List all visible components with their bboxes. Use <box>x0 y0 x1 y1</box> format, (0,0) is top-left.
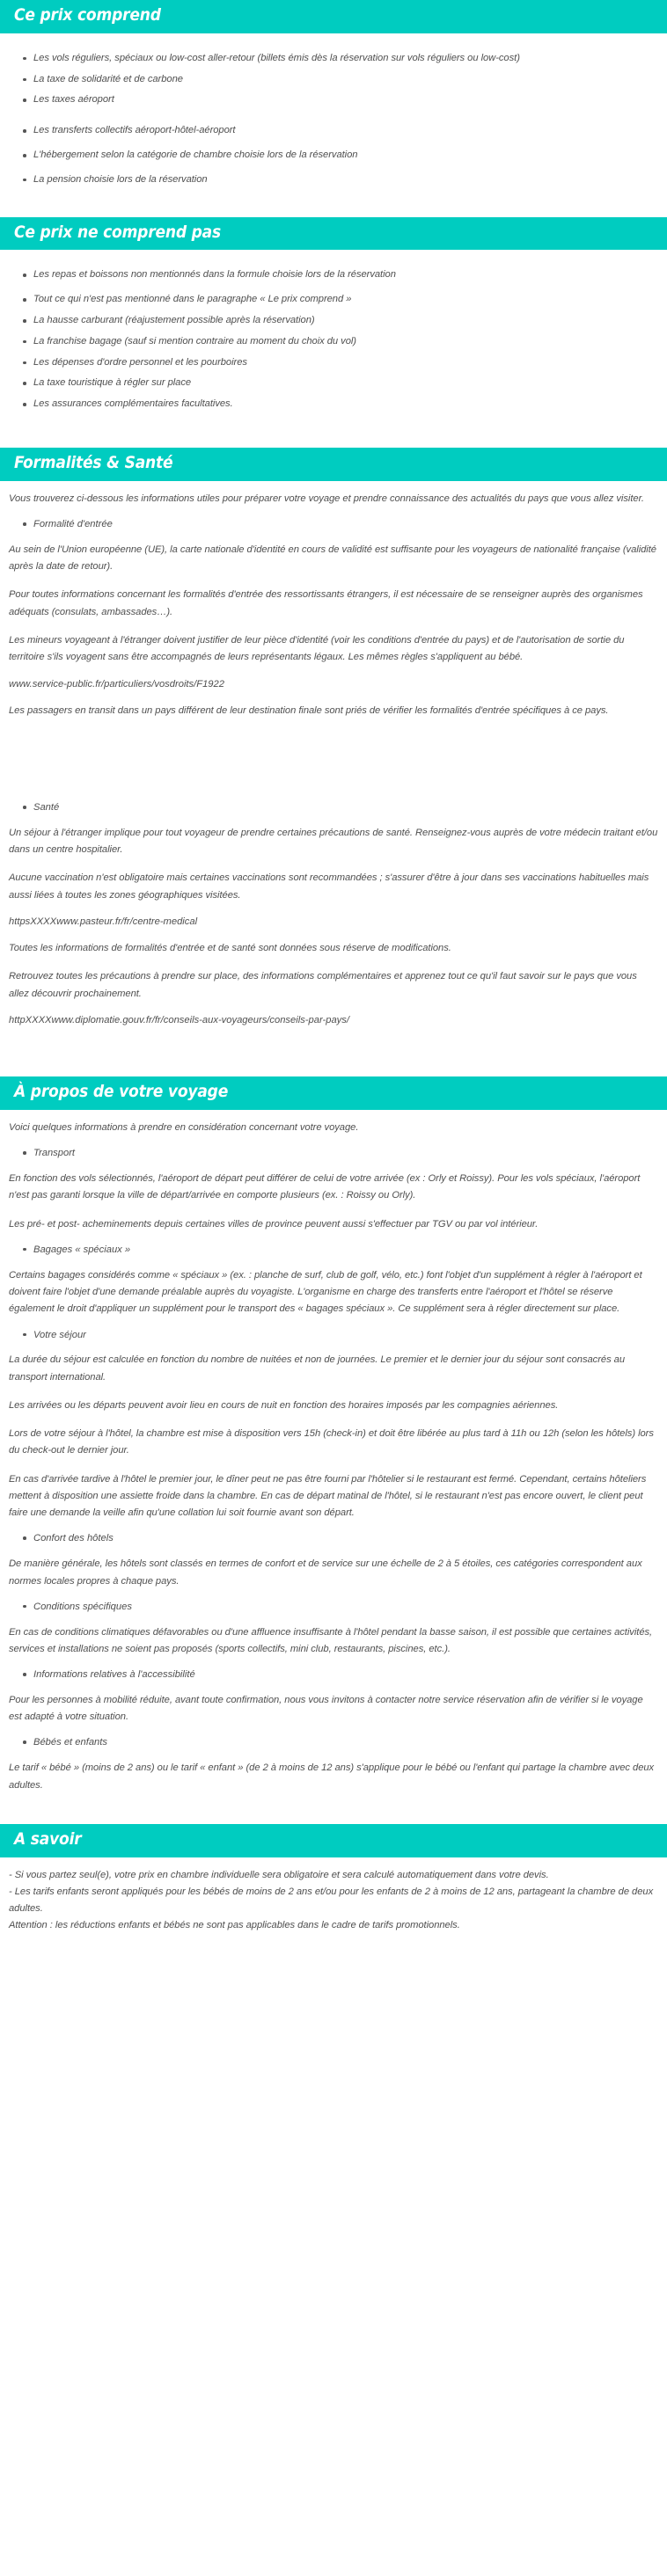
paragraph: En cas de conditions climatiques défavorables ou d'une affluence insuffisante à l'hôtel pendant la basse saison, il est possible que certaines activités, services et installations ne soient pas proposés (sports collectifs, mini club, restaurants, piscines, etc.). <box>9 1626 653 1654</box>
section-intro: Vous trouverez ci-dessous les informations utiles pour préparer votre voyage et prendre connaissance des actualités du pays que vous allez visiter. <box>9 493 644 504</box>
subsection-bullet-sante: Santé <box>9 800 658 815</box>
list-item: Les vols réguliers, spéciaux ou low-cost aller-retour (billets émis dès la réservation sur vols réguliers ou low-cost) <box>9 51 658 66</box>
note-line: - Les tarifs enfants seront appliqués pour les bébés de moins de 2 ans et/ou pour les enfants de 2 à moins de 12 ans, partageant la chambre de deux adultes. <box>9 1886 654 1915</box>
included-list-board <box>9 172 658 187</box>
list-item: Les assurances complémentaires facultatives. <box>9 397 658 412</box>
paragraph: En fonction des vols sélectionnés, l'aéroport de départ peut différer de celui de votre arrivée (ex : Orly et Roissy). Pour les vols spéciaux, l'aéroport n'est pas garanti lorsque la ville de départ/arrivée en comporte plusieurs (ex. : Roissy ou Orly). <box>9 1173 641 1201</box>
list-item: Les taxes aéroport <box>9 92 658 107</box>
section-header-a-savoir <box>0 1824 667 1857</box>
included-list <box>9 51 658 107</box>
paragraph: Les mineurs voyageant à l'étranger doivent justifier de leur pièce d'identité (voir les conditions d'entrée du pays) et de l'autorisation de sortie du territoire s'ils voyagent sans être accompagnés de leurs représentants légaux. Les mêmes règles s'appliquent au bébé. <box>9 635 625 663</box>
section-body-formalites-sante <box>0 481 667 1076</box>
paragraph: De manière générale, les hôtels sont classés en termes de confort et de service sur une échelle de 2 à 5 étoiles, ces catégories correspondent aux normes locales propres à chaque pays. <box>9 1558 642 1587</box>
paragraph: Retrouvez toutes les précautions à prendre sur place, des informations complémentaires et apprenez tout ce qu'il faut savoir sur le pays que vous allez découvrir prochainement. <box>9 971 637 999</box>
included-list-accommodation <box>9 148 658 163</box>
section-title: Ce prix ne comprend pas <box>14 222 221 242</box>
list-item: La pension choisie lors de la réservation <box>9 172 658 187</box>
paragraph: Les arrivées ou les départs peuvent avoir lieu en cours de nuit en fonction des horaires imposés par les compagnies aériennes. <box>9 1399 559 1411</box>
subsection-bullet-votre-sejour: Votre séjour <box>9 1328 658 1343</box>
subsection-bullet-bebes-et-enfants: Bébés et enfants <box>9 1735 658 1750</box>
paragraph: Les passagers en transit dans un pays différent de leur destination finale sont priés de vérifier les formalités d'entrée spécifiques à ce pays. <box>9 704 609 716</box>
section-title: Ce prix comprend <box>14 5 161 25</box>
section-body-a-savoir <box>0 1857 667 1945</box>
service-public-url[interactable]: www.service-public.fr/particuliers/vosdroits/F1922 <box>9 678 224 690</box>
section-body-ce-prix-comprend <box>0 33 667 217</box>
paragraph: Lors de votre séjour à l'hôtel, la chambre est mise à disposition vers 15h (check-in) et doit être libérée au plus tard à 11h ou 12h (selon les hôtels) lors du check-out le dernier jour. <box>9 1428 654 1456</box>
paragraph: Toutes les informations de formalités d'entrée et de santé sont données sous réserve de modifications. <box>9 943 451 954</box>
paragraph: La durée du séjour est calculée en fonction du nombre de nuitées et non de journées. Le premier et le dernier jour du séjour sont consacrés au transport international. <box>9 1354 626 1383</box>
diplomatie-url[interactable]: httpXXXXwww.diplomatie.gouv.fr/fr/conseils-aux-voyageurs/conseils-par-pays/ <box>9 1015 349 1025</box>
section-header-ce-prix-ne-comprend-pas <box>0 217 667 251</box>
subsection-bullet-accessibilite: Informations relatives à l'accessibilité <box>9 1667 658 1682</box>
section-title: À propos de votre voyage <box>14 1082 229 1102</box>
list-item: La taxe touristique à régler sur place <box>9 376 658 390</box>
subsection-bullet-bagages-speciaux: Bagages « spéciaux » <box>9 1243 658 1258</box>
pasteur-url[interactable]: httpsXXXXwww.pasteur.fr/fr/centre-medical <box>9 916 198 927</box>
paragraph: Au sein de l'Union européenne (UE), la carte nationale d'identité en cours de validité est suffisante pour les voyageurs de nationalité française (validité après la date de retour). <box>9 544 656 573</box>
subsection-bullet-confort-des-hotels: Confort des hôtels <box>9 1531 658 1546</box>
paragraph: Aucune vaccination n'est obligatoire mais certaines vaccinations sont recommandées ; s'assurer d'être à jour dans ses vaccinations habituelles mais aussi liées à toutes les zones géographiques visitées. <box>9 872 649 901</box>
subsection-bullet-formalite-entree: Formalité d'entrée <box>9 517 658 532</box>
list-item: Tout ce qui n'est pas mentionné dans le paragraphe « Le prix comprend » <box>9 292 658 307</box>
paragraph: Le tarif « bébé » (moins de 2 ans) ou le tarif « enfant » (de 2 à moins de 12 ans) s'applique pour le bébé ou l'enfant qui partage la chambre avec deux adultes. <box>9 1762 655 1791</box>
section-header-ce-prix-comprend <box>0 0 667 33</box>
section-body-ce-prix-ne-comprend-pas <box>0 250 667 448</box>
note-line: - Si vous partez seul(e), votre prix en chambre individuelle sera obligatoire et sera calculé automatiquement dans votre devis. <box>9 1869 549 1880</box>
list-item: L'hébergement selon la catégorie de chambre choisie lors de la réservation <box>9 148 658 163</box>
included-list-transfers <box>9 123 658 138</box>
list-item: La hausse carburant (réajustement possible après la réservation) <box>9 313 658 328</box>
paragraph: Les pré- et post- acheminements depuis certaines villes de province peuvent aussi s'effectuer par TGV ou par vol intérieur. <box>9 1218 539 1230</box>
section-intro: Voici quelques informations à prendre en considération concernant votre voyage. <box>9 1122 359 1134</box>
paragraph: En cas d'arrivée tardive à l'hôtel le premier jour, le dîner peut ne pas être fourni par l'hôtelier si le restaurant est fermé. Cependant, certains hôteliers mettent à disposition une assiette froide dans la chambre. En cas de départ matinal de l'hôtel, si le restaurant n'est pas encore ouvert, le client peut faire une demande la veille afin qu'une collation lui soit fournie avant son départ. <box>9 1473 647 1519</box>
list-item: La taxe de solidarité et de carbone <box>9 72 658 87</box>
paragraph: Pour toutes informations concernant les formalités d'entrée des ressortissants étrangers, il est nécessaire de se renseigner auprès des organismes adéquats (consulats, ambassades…). <box>9 589 643 617</box>
note-line: Attention : les réductions enfants et bébés ne sont pas applicables dans le cadre de tarifs promotionnels. <box>9 1920 460 1931</box>
section-title: Formalités & Santé <box>14 453 173 473</box>
section-header-a-propos-de-votre-voyage <box>0 1076 667 1110</box>
subsection-bullet-transport: Transport <box>9 1146 658 1161</box>
excluded-list <box>9 292 658 412</box>
paragraph: Un séjour à l'étranger implique pour tout voyageur de prendre certaines précautions de santé. Renseignez-vous auprès de votre médecin traitant et/ou dans un centre hospitalier. <box>9 827 658 856</box>
list-item: La franchise bagage (sauf si mention contraire au moment du choix du vol) <box>9 334 658 349</box>
section-header-formalites-sante <box>0 448 667 481</box>
list-item: Les repas et boissons non mentionnés dans la formule choisie lors de la réservation <box>9 267 658 282</box>
section-title: A savoir <box>14 1828 82 1849</box>
paragraph: Pour les personnes à mobilité réduite, avant toute confirmation, nous vous invitons à contacter notre service réservation afin de vérifier si le voyage est adapté à votre situation. <box>9 1694 643 1723</box>
list-item: Les dépenses d'ordre personnel et les pourboires <box>9 355 658 370</box>
list-item: Les transferts collectifs aéroport-hôtel-aéroport <box>9 123 658 138</box>
excluded-list-meals <box>9 267 658 282</box>
subsection-bullet-conditions-specifiques: Conditions spécifiques <box>9 1600 658 1615</box>
paragraph: Certains bagages considérés comme « spéciaux » (ex. : planche de surf, club de golf, vélo, etc.) font l'objet d'un supplément à régler à l'aéroport et doivent faire l'objet d'une demande préalable auprès du voyagiste. L'organisme en charge des transferts entre l'aéroport et l'hôtel se réserve également le droit d'appliquer un supplément pour le transport des « bagages spéciaux ». Ce supplément sera à régler directement sur place. <box>9 1269 642 1315</box>
section-body-a-propos-de-votre-voyage <box>0 1110 667 1824</box>
